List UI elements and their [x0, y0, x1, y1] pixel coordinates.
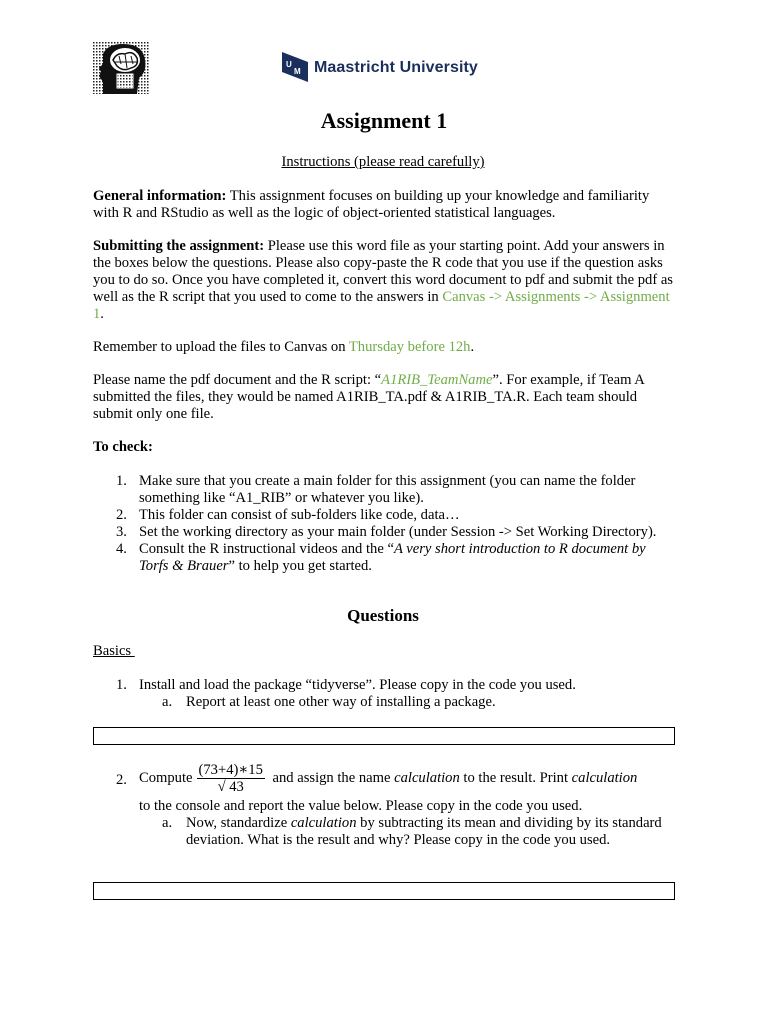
- maastricht-university-logo: [282, 52, 478, 82]
- answer-box-q1[interactable]: [93, 727, 675, 745]
- questions-heading: Questions: [347, 606, 419, 625]
- list-item: 3. Set the working directory as your main folder (under Session -> Set Working Directory).: [116, 524, 657, 540]
- question-1: [93, 677, 673, 711]
- list-item: 4. Consult the R instructional videos and the “A very short introduction to R document by Torfs & Brauer” to help you get started.: [116, 541, 646, 574]
- question-text: 2. Compute $\frac{(73+4)∗15}{√ 43}$ and assign the name calculation to the result. Print calculation: [116, 762, 638, 795]
- canvas-path-link[interactable]: Canvas -> Assignments -> Assignment 1: [93, 289, 670, 322]
- sub-question: a. Now, standardize calculation by subtracting its mean and dividing by its standard deviation. What is the result and why? Please copy in the code you used.: [162, 815, 662, 848]
- svg-text:M: M: [294, 67, 301, 76]
- answer-box-q2[interactable]: [93, 882, 675, 900]
- fraction-formula: $\frac{(73+4)∗15}{√ 43}$: [198, 762, 263, 795]
- naming-paragraph: Please name the pdf document and the R script: “A1RIB_TeamName”. For example, if Team A submitted the files, they would be named A1RIB_TA.pdf & A1RIB_TA.R. Each team should submit only one file.: [93, 372, 645, 422]
- submitting-paragraph: Submitting the assignment: Please use this word file as your starting point. Add your answers in the boxes below the questions. Please also copy-paste the R code that you use if the question asks you to do so. Once you have completed it, convert this word document to pdf and submit the pdf as well as the R script that you used to come to the answers in Canvas -> Assignments -> Assignment 1.: [93, 238, 673, 322]
- list-item: 1. Make sure that you create a main folder for this assignment (you can name the folder something like “A1_RIB” or whatever you like).: [116, 473, 636, 506]
- brain-face-logo: [93, 42, 149, 94]
- sub-question: a. Report at least one other way of installing a package.: [162, 694, 496, 710]
- file-name-pattern: A1RIB_TeamName: [381, 372, 493, 388]
- to-check-list: [93, 473, 673, 575]
- question-text-continued: to the console and report the value below. Please copy in the code you used.: [139, 798, 583, 814]
- page-title: Assignment 1: [320, 108, 448, 133]
- question-text: 1. Install and load the package “tidyverse”. Please copy in the code you used.: [116, 677, 576, 693]
- list-item: 2. This folder can consist of sub-folders like code, data…: [116, 507, 460, 523]
- to-check-label: To check:: [93, 439, 153, 455]
- general-information: General information: This assignment focuses on building up your knowledge and familiarity with R and RStudio as well as the logic of object-oriented statistical languages.: [93, 188, 650, 221]
- remember-paragraph: Remember to upload the files to Canvas on Thursday before 12h.: [93, 339, 475, 355]
- university-name: Maastricht University: [314, 58, 478, 76]
- deadline-text: Thursday before 12h: [348, 339, 471, 355]
- instructions-heading: Instructions (please read carefully): [281, 154, 485, 170]
- question-2: [93, 762, 673, 849]
- um-emblem-icon: [282, 52, 308, 82]
- svg-text:U: U: [286, 60, 292, 69]
- basics-heading: Basics: [93, 643, 135, 659]
